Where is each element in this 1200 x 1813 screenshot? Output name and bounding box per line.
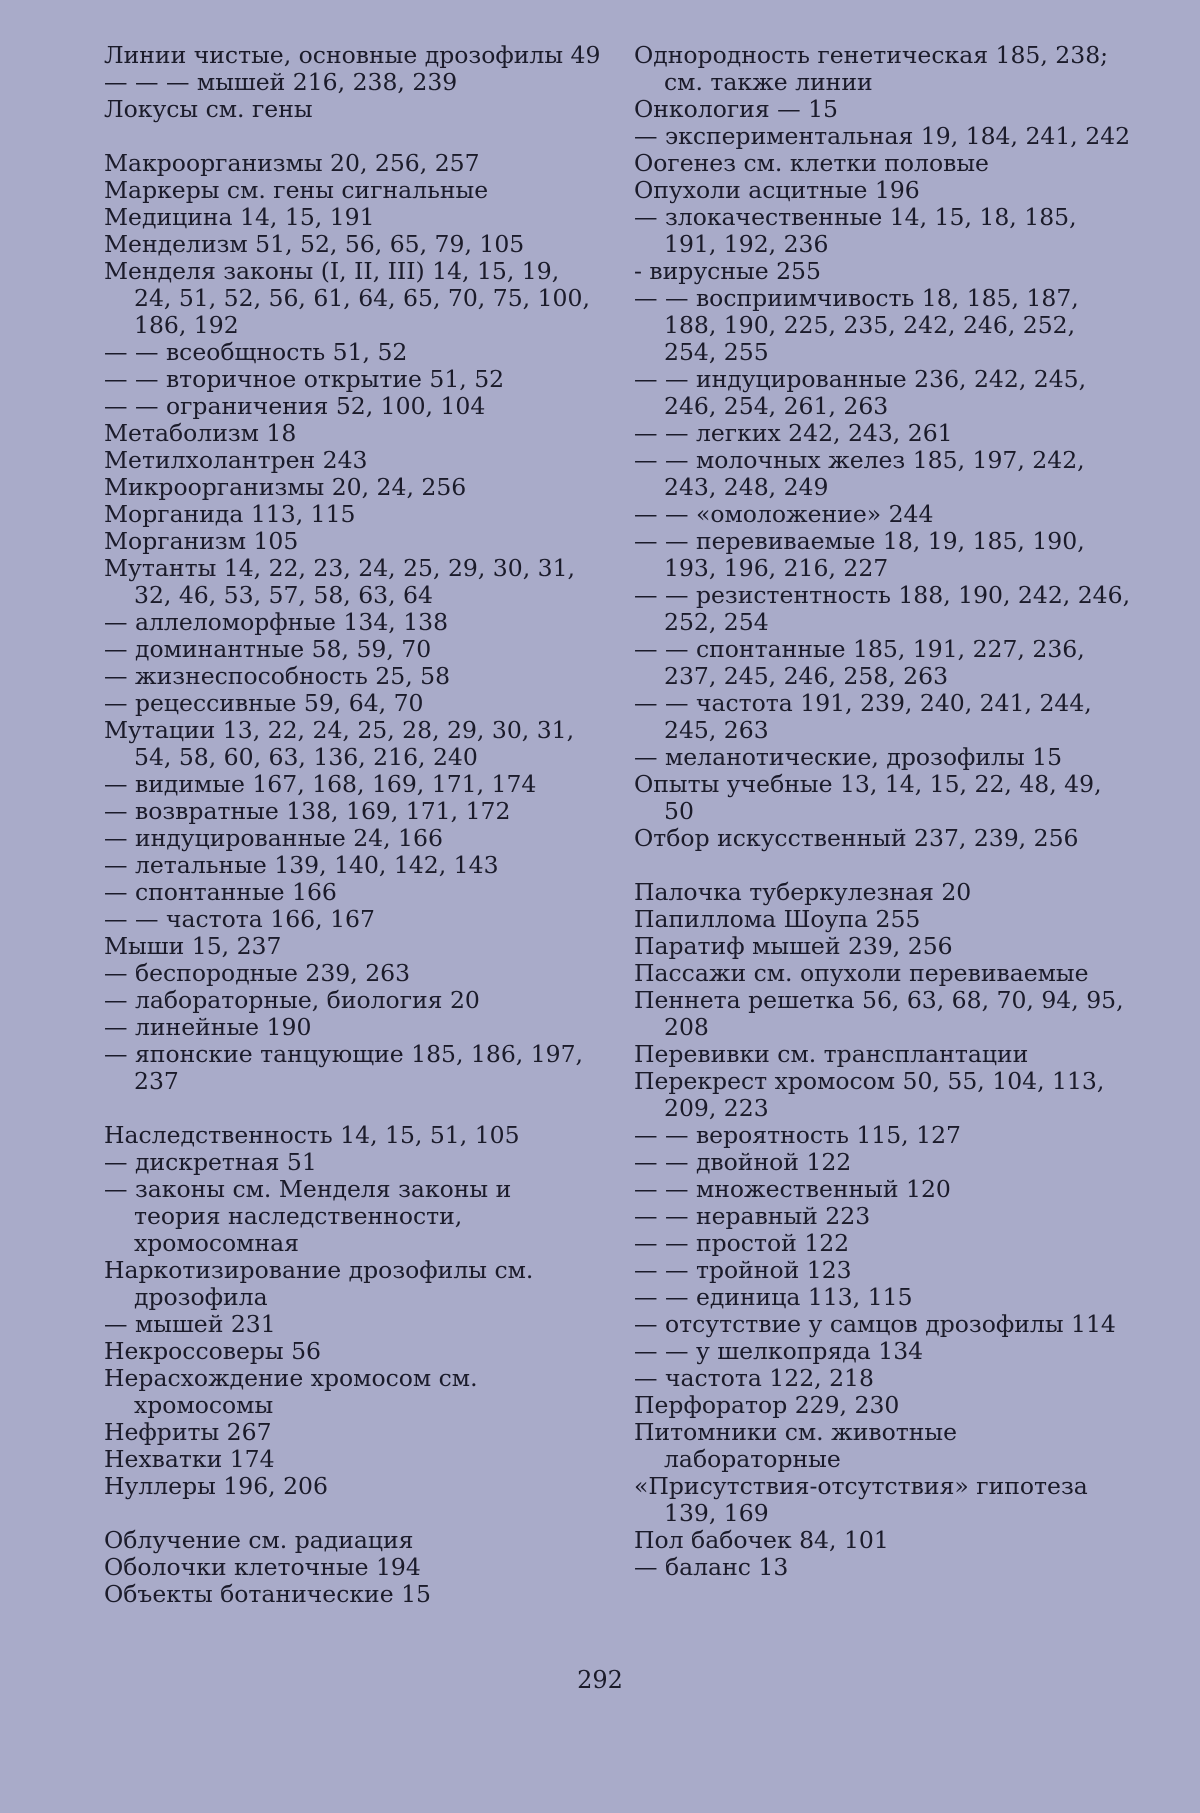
index-entry: — летальные 139, 140, 142, 143 <box>104 851 499 879</box>
index-entry: Папиллома Шоупа 255 <box>634 905 921 933</box>
index-entry: Перекрест хромосом 50, 55, 104, 113, 209, 223 <box>634 1067 1105 1122</box>
index-entry: Менделизм 51, 52, 56, 65, 79, 105 <box>104 230 525 258</box>
index-entry: Перфоратор 229, 230 <box>634 1391 900 1419</box>
index-entry: — — у шелкопряда 134 <box>634 1337 924 1365</box>
index-entry: — — перевиваемые 18, 19, 185, 190, 193, 196, 216, 227 <box>634 527 1085 582</box>
index-entry: Некроссоверы 56 <box>104 1337 322 1365</box>
index-entry: Объекты ботанические 15 <box>104 1580 432 1608</box>
index-gap <box>104 1095 604 1122</box>
index-entry: Онкология — 15 <box>634 95 838 123</box>
index-entry: — — двойной 122 <box>634 1148 852 1176</box>
index-entry: — экспериментальная 19, 184, 241, 242 <box>634 122 1131 150</box>
index-entry: Облучение см. радиация <box>104 1526 414 1554</box>
index-entry: — дискретная 51 <box>104 1148 317 1176</box>
index-entry: Пассажи см. опухоли перевиваемые <box>634 959 1089 987</box>
index-entry: Медицина 14, 15, 191 <box>104 203 375 231</box>
index-entry: Нехватки 174 <box>104 1445 275 1473</box>
index-entry: Отбор искусственный 237, 239, 256 <box>634 824 1079 852</box>
index-gap <box>104 123 604 150</box>
index-gap <box>104 1500 604 1527</box>
index-entry: — — единица 113, 115 <box>634 1283 913 1311</box>
index-entry: Нефриты 267 <box>104 1418 272 1446</box>
index-entry: Метаболизм 18 <box>104 419 297 447</box>
index-entry: Оболочки клеточные 194 <box>104 1553 421 1581</box>
index-entry: — — спонтанные 185, 191, 227, 236, 237, 245, 246, 258, 263 <box>634 635 1085 690</box>
index-entry: — мышей 231 <box>104 1310 276 1338</box>
index-entry: Нуллеры 196, 206 <box>104 1472 328 1500</box>
index-entry: Нерасхождение хромосом см. хромосомы <box>104 1364 478 1419</box>
index-column-left <box>104 42 604 1608</box>
index-entry: — — — мышей 216, 238, 239 <box>104 68 458 96</box>
index-entry: — — вторичное открытие 51, 52 <box>104 365 505 393</box>
index-entry: — видимые 167, 168, 169, 171, 174 <box>104 770 537 798</box>
index-entry: Опыты учебные 13, 14, 15, 22, 48, 49, 50 <box>634 770 1102 825</box>
index-entry: Наркотизирование дрозофилы см. дрозофила <box>104 1256 534 1311</box>
index-entry: — лабораторные, биология 20 <box>104 986 480 1014</box>
index-entry: — — «омоложение» 244 <box>634 500 934 528</box>
index-entry: Морганизм 105 <box>104 527 299 555</box>
index-entry: Морганида 113, 115 <box>104 500 356 528</box>
index-entry: Палочка туберкулезная 20 <box>634 878 972 906</box>
index-entry: — — вероятность 115, 127 <box>634 1121 961 1149</box>
index-entry: Маркеры см. гены сигнальные <box>104 176 489 204</box>
index-entry: — — частота 191, 239, 240, 241, 244, 245, 263 <box>634 689 1092 744</box>
index-entry: — рецессивные 59, 64, 70 <box>104 689 424 717</box>
index-entry: — возвратные 138, 169, 171, 172 <box>104 797 511 825</box>
index-entry: — — резистентность 188, 190, 242, 246, 252, 254 <box>634 581 1131 636</box>
index-entry: Линии чистые, основные дрозофилы 49 <box>104 41 601 69</box>
index-entry: Паратиф мышей 239, 256 <box>634 932 953 960</box>
index-entry: Мутации 13, 22, 24, 25, 28, 29, 30, 31, 54, 58, 60, 63, 136, 216, 240 <box>104 716 575 771</box>
index-entry: — — неравный 223 <box>634 1202 871 1230</box>
index-entry: — — частота 166, 167 <box>104 905 375 933</box>
index-entry: Локусы см. гены <box>104 95 313 123</box>
page-number: 292 <box>577 1666 623 1694</box>
index-entry: — жизнеспособность 25, 58 <box>104 662 451 690</box>
index-entry: — спонтанные 166 <box>104 878 337 906</box>
index-entry: — — легких 242, 243, 261 <box>634 419 953 447</box>
index-entry: — — восприимчивость 18, 185, 187, 188, 190, 225, 235, 242, 246, 252, 254, 255 <box>634 284 1079 366</box>
index-entry: Наследственность 14, 15, 51, 105 <box>104 1121 520 1149</box>
index-entry: Пол бабочек 84, 101 <box>634 1526 889 1554</box>
index-entry: - вирусные 255 <box>634 257 821 285</box>
index-entry: — беспородные 239, 263 <box>104 959 411 987</box>
index-entry: Микроорганизмы 20, 24, 256 <box>104 473 467 501</box>
index-entry: Макроорганизмы 20, 256, 257 <box>104 149 480 177</box>
index-entry: Оогенез см. клетки половые <box>634 149 989 177</box>
index-entry: — индуцированные 24, 166 <box>104 824 443 852</box>
index-gap <box>634 852 1134 879</box>
index-entry: — злокачественные 14, 15, 18, 185, 191, 192, 236 <box>634 203 1077 258</box>
index-entry: Пеннета решетка 56, 63, 68, 70, 94, 95, 208 <box>634 986 1124 1041</box>
index-entry: — — молочных желез 185, 197, 242, 243, 248, 249 <box>634 446 1085 501</box>
index-entry: — — индуцированные 236, 242, 245, 246, 254, 261, 263 <box>634 365 1087 420</box>
index-entry: Однородность генетическая 185, 238; см. также линии <box>634 41 1109 96</box>
index-entry: — — множественный 120 <box>634 1175 951 1203</box>
index-entry: — частота 122, 218 <box>634 1364 874 1392</box>
index-entry: — — тройной 123 <box>634 1256 852 1284</box>
index-entry: — отсутствие у самцов дрозофилы 114 <box>634 1310 1116 1338</box>
index-entry: Мыши 15, 237 <box>104 932 282 960</box>
index-entry: — линейные 190 <box>104 1013 312 1041</box>
index-entry: «Присутствия-отсутствия» гипотеза 139, 169 <box>634 1472 1088 1527</box>
index-entry: — — ограничения 52, 100, 104 <box>104 392 486 420</box>
index-entry: Менделя законы (I, II, III) 14, 15, 19, 24, 51, 52, 56, 61, 64, 65, 70, 75, 100, 186, 192 <box>104 257 590 339</box>
index-entry: — баланс 13 <box>634 1553 789 1581</box>
index-entry: Мутанты 14, 22, 23, 24, 25, 29, 30, 31, 32, 46, 53, 57, 58, 63, 64 <box>104 554 576 609</box>
index-entry: — японские танцующие 185, 186, 197, 237 <box>104 1040 584 1095</box>
index-entry: — меланотические, дрозофилы 15 <box>634 743 1063 771</box>
index-entry: — аллеломорфные 134, 138 <box>104 608 449 636</box>
index-entry: — — всеобщность 51, 52 <box>104 338 408 366</box>
index-entry: Питомники см. животные лабораторные <box>634 1418 958 1473</box>
index-entry: Метилхолантрен 243 <box>104 446 368 474</box>
index-entry: — доминантные 58, 59, 70 <box>104 635 432 663</box>
index-entry: Перевивки см. трансплантации <box>634 1040 1029 1068</box>
index-entry: Опухоли асцитные 196 <box>634 176 920 204</box>
index-column-right <box>634 42 1134 1581</box>
index-entry: — — простой 122 <box>634 1229 850 1257</box>
index-entry: — законы см. Менделя законы и теория наследственности, хромосомная <box>104 1175 512 1257</box>
